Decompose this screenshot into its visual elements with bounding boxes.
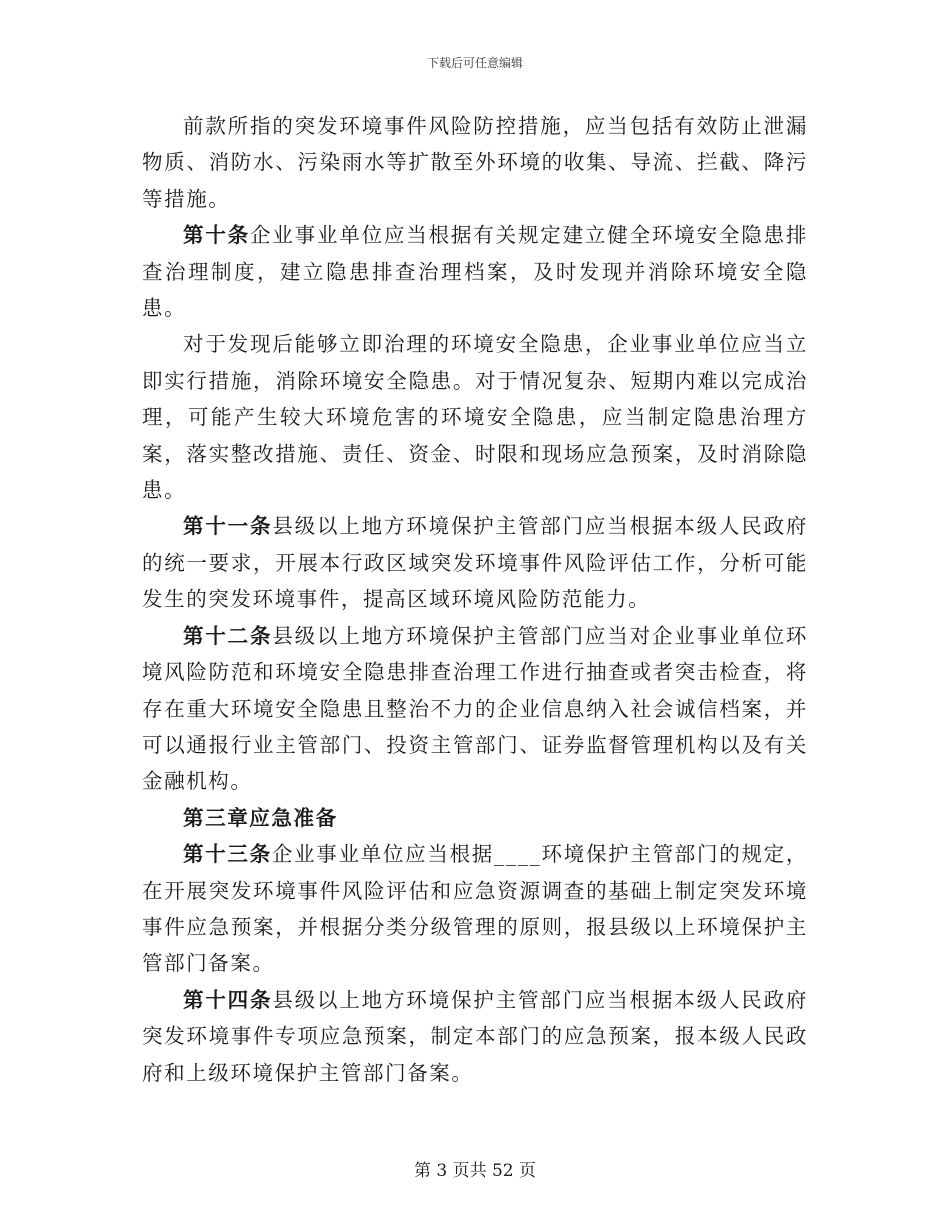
article-11 xyxy=(142,508,808,617)
article-text: 企业事业单位应当根据有关规定建立健全环境安全隐患排查治理制度，建立隐患排查治理档案，及时发现并消除环境安全隐患。 xyxy=(142,223,808,321)
article-text: 县级以上地方环境保护主管部门应当根据本级人民政府突发环境事件专项应急预案，制定本部门的应急预案，报本级人民政府和上级环境保护主管部门备案。 xyxy=(142,987,808,1085)
article-12 xyxy=(142,618,808,800)
article-number: 第十三条 xyxy=(183,842,272,867)
article-number: 第十一条 xyxy=(183,514,273,539)
article-13 xyxy=(142,836,808,982)
page-footer: 第 3 页共 52 页 xyxy=(413,1161,537,1181)
article-10 xyxy=(142,217,808,326)
article-number: 第十四条 xyxy=(183,987,273,1012)
paragraph-text: 前款所指的突发环境事件风险防控措施，应当包括有效防止泄漏物质、消防水、污染雨水等扩散至外环境的收集、导流、拦截、降污等措施。 xyxy=(142,114,808,211)
article-text: 县级以上地方环境保护主管部门应当根据本级人民政府的统一要求，开展本行政区域突发环境事件风险评估工作，分析可能发生的突发环境事件，提高区域环境风险防范能力。 xyxy=(142,514,808,612)
article-number: 第十二条 xyxy=(183,623,273,648)
paragraph-preventive-measures xyxy=(142,108,808,217)
article-text: 县级以上地方环境保护主管部门应当对企业事业单位环境风险防范和环境安全隐患排查治理工作进行抽查或者突击检查，将存在重大环境安全隐患且整治不力的企业信息纳入社会诚信档案，并可以通报行业主管部门、投资主管部门、证券监督管理机构以及有关金融机构。 xyxy=(142,623,808,794)
article-14 xyxy=(142,982,808,1091)
page-header: 下载后可任意编辑 xyxy=(426,56,523,70)
document-body xyxy=(142,108,808,1091)
article-number: 第十条 xyxy=(183,223,250,248)
paragraph-hazard-treatment xyxy=(142,326,808,508)
paragraph-text: 对于发现后能够立即治理的环境安全隐患，企业事业单位应当立即实行措施，消除环境安全隐患。对于情况复杂、短期内难以完成治理，可能产生较大环境危害的环境安全隐患，应当制定隐患治理方案，落实整改措施、责任、资金、时限和现场应急预案，及时消除隐患。 xyxy=(142,332,808,503)
chapter-heading: 第三章应急准备 xyxy=(183,805,338,830)
article-text: 企业事业单位应当根据____环境保护主管部门的规定，在开展突发环境事件风险评估和应急资源调查的基础上制定突发环境事件应急预案，并根据分类分级管理的原则，报县级以上环境保护主管部门备案。 xyxy=(142,842,808,976)
